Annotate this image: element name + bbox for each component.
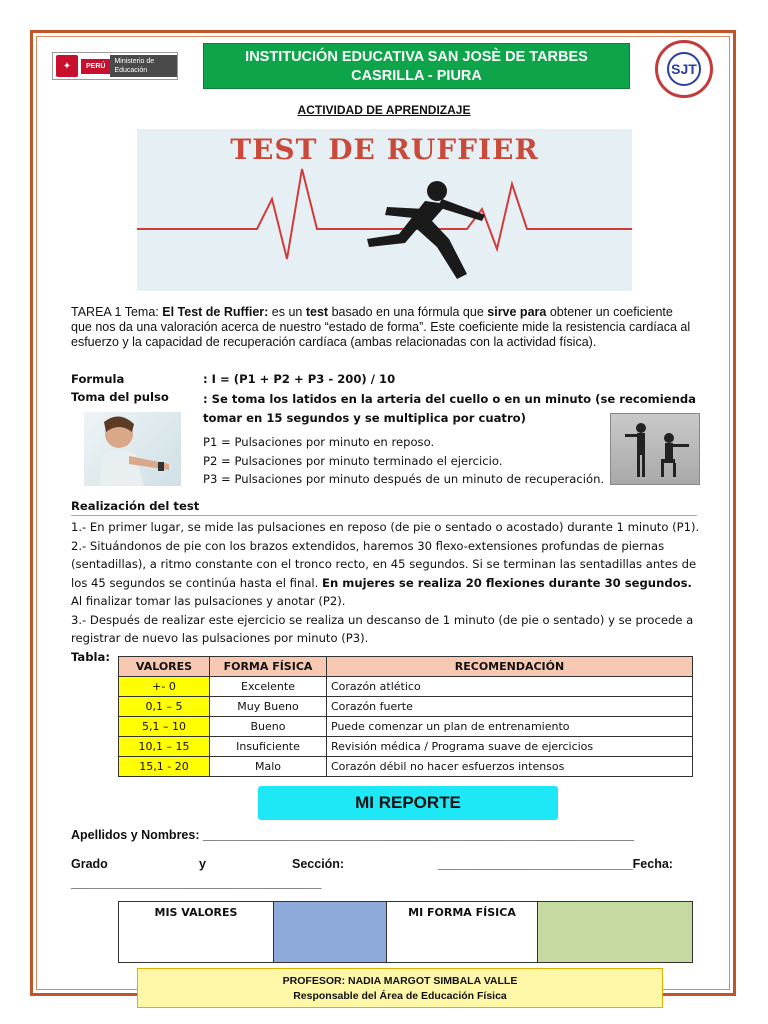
formula-value: : I = (P1 + P2 + P3 - 200) / 10 bbox=[203, 372, 396, 386]
mi-forma-label: MI FORMA FÍSICA bbox=[387, 902, 538, 963]
table-header-row bbox=[119, 657, 693, 677]
my-results-table bbox=[118, 901, 693, 963]
realizacion-steps bbox=[71, 518, 701, 666]
seal-emblem-icon: SJT bbox=[667, 52, 701, 86]
cell-forma: Bueno bbox=[210, 717, 327, 737]
cell-valor: 0,1 – 5 bbox=[119, 697, 210, 717]
table-row bbox=[119, 697, 693, 717]
cell-recomendacion: Corazón atlético bbox=[327, 677, 693, 697]
tarea-text-test: test bbox=[305, 305, 329, 319]
pulse-label: Toma del pulso bbox=[71, 390, 169, 404]
header-forma-fisica: FORMA FÍSICA bbox=[210, 657, 327, 677]
mi-forma-input[interactable] bbox=[538, 902, 693, 963]
cell-forma: Malo bbox=[210, 757, 327, 777]
teacher-name: PROFESOR: NADIA MARGOT SIMBALA VALLE bbox=[282, 975, 518, 987]
tarea-paragraph bbox=[71, 305, 697, 350]
logo-country: PERÚ bbox=[81, 59, 110, 74]
cell-recomendacion: Revisión médica / Programa suave de ejercicios bbox=[327, 737, 693, 757]
p2-definition: P2 = Pulsaciones por minuto terminado el ejercicio. bbox=[203, 453, 503, 468]
table-row bbox=[119, 717, 693, 737]
cell-valor: 15,1 - 20 bbox=[119, 757, 210, 777]
step-1: 1.- En primer lugar, se mide las pulsaciones en reposo (de pie o sentado o acostado) durante 1 minuto (P1). bbox=[71, 520, 700, 534]
ruffier-values-table bbox=[118, 656, 693, 777]
table-row bbox=[119, 737, 693, 757]
squat-exercise-photo bbox=[610, 413, 700, 485]
step-2 bbox=[71, 537, 701, 611]
peru-shield-icon: ✦ bbox=[56, 55, 78, 77]
fecha-line[interactable]: ____________________________Fecha: bbox=[438, 857, 673, 871]
table-row bbox=[119, 677, 693, 697]
teacher-footer bbox=[137, 968, 663, 1008]
tarea-label: TAREA 1 bbox=[71, 305, 122, 319]
tarea-text-sirve: sirve para bbox=[487, 305, 547, 319]
activity-title: ACTIVIDAD DE APRENDIZAJE bbox=[297, 103, 471, 117]
seccion-label: Sección: bbox=[292, 857, 345, 871]
header-recomendacion: RECOMENDACIÓN bbox=[327, 657, 693, 677]
p3-definition: P3 = Pulsaciones por minuto después de un minuto de recuperación. bbox=[203, 472, 605, 486]
tabla-label: Tabla: bbox=[71, 649, 110, 664]
realizacion-title: Realización del test bbox=[71, 499, 200, 513]
pulse-definitions bbox=[203, 433, 604, 489]
pulse-value: : Se toma los latidos en la arteria del cuello o en un minuto (se recomienda tomar en 15 segundos y se multiplica por cuatro) bbox=[203, 392, 696, 425]
tarea-text-b: basado en una fórmula que bbox=[331, 305, 484, 319]
cell-valor: 10,1 – 15 bbox=[119, 737, 210, 757]
woman-pulse-icon bbox=[84, 412, 181, 486]
cell-forma: Insuficiente bbox=[210, 737, 327, 757]
mi-reporte-title: MI REPORTE bbox=[258, 786, 558, 820]
ministry-logo bbox=[52, 52, 178, 80]
y-label: y bbox=[199, 857, 206, 871]
section-divider bbox=[71, 515, 697, 516]
institution-header bbox=[203, 43, 630, 89]
tarea-text-c: obtener un coeficiente que nos da una valoración acerca de nuestro “estado de forma”. Este coeficiente mide la resistencia cardíaca al esfuerzo y la capacidad de recuperación cardíaca (ambas relacionadas con la actividad física). bbox=[71, 305, 691, 349]
header-valores: VALORES bbox=[119, 657, 210, 677]
step-3: 3.- Después de realizar este ejercicio se realiza un descanso de 1 minuto (de pie o sentado) y se procede a registrar de nuevo las pulsaciones por minuto (P3). bbox=[71, 612, 694, 645]
cell-valor: +- 0 bbox=[119, 677, 210, 697]
tema-label: Tema: bbox=[124, 305, 159, 319]
runner-heartbeat-icon bbox=[137, 129, 632, 291]
table-row bbox=[119, 757, 693, 777]
step-2-text: 2.- Situándonos de pie con los brazos extendidos, haremos 30 flexo-extensiones profundas de piernas (sentadillas), a ritmo constante con el tronco recto, en 45 segundos. Si se terminan las sentadillas antes de los 45 segundos se continúa hasta el final. bbox=[71, 538, 697, 590]
tema-name: El Test de Ruffier: bbox=[162, 305, 269, 319]
teacher-role: Responsable del Área de Educación Física bbox=[293, 990, 507, 1002]
ruffier-banner-image bbox=[137, 129, 632, 291]
institution-location: CASRILLA - PIURA bbox=[351, 68, 482, 84]
grado-label: Grado bbox=[71, 857, 108, 871]
pulse-check-photo bbox=[84, 412, 181, 486]
formula-label: Formula bbox=[71, 372, 125, 386]
mis-valores-label: MIS VALORES bbox=[119, 902, 274, 963]
cell-forma: Muy Bueno bbox=[210, 697, 327, 717]
squat-figures-icon bbox=[611, 414, 699, 484]
mis-valores-input[interactable] bbox=[274, 902, 387, 963]
institution-name: INSTITUCIÓN EDUCATIVA SAN JOSÈ DE TARBES bbox=[245, 49, 588, 65]
logo-ministry: Ministerio de Educación bbox=[110, 55, 177, 77]
cell-recomendacion: Corazón débil no hacer esfuerzos intensos bbox=[327, 757, 693, 777]
tarea-text-a: es un bbox=[271, 305, 303, 319]
cell-recomendacion: Puede comenzar un plan de entrenamiento bbox=[327, 717, 693, 737]
cell-forma: Excelente bbox=[210, 677, 327, 697]
apellidos-line[interactable]: Apellidos y Nombres: ______________________________________________________________ bbox=[71, 828, 634, 842]
cell-valor: 5,1 – 10 bbox=[119, 717, 210, 737]
step-2-end: Al finalizar tomar las pulsaciones y anotar (P2). bbox=[71, 594, 346, 608]
my-results-row bbox=[119, 902, 693, 963]
cell-recomendacion: Corazón fuerte bbox=[327, 697, 693, 717]
school-seal-logo bbox=[655, 40, 713, 98]
continuation-line[interactable]: ____________________________________ bbox=[71, 876, 322, 890]
banner-title: TEST DE RUFFIER bbox=[230, 133, 539, 166]
step-2-women: En mujeres se realiza 20 flexiones durante 30 segundos. bbox=[322, 575, 692, 590]
p1-definition: P1 = Pulsaciones por minuto en reposo. bbox=[203, 435, 435, 449]
